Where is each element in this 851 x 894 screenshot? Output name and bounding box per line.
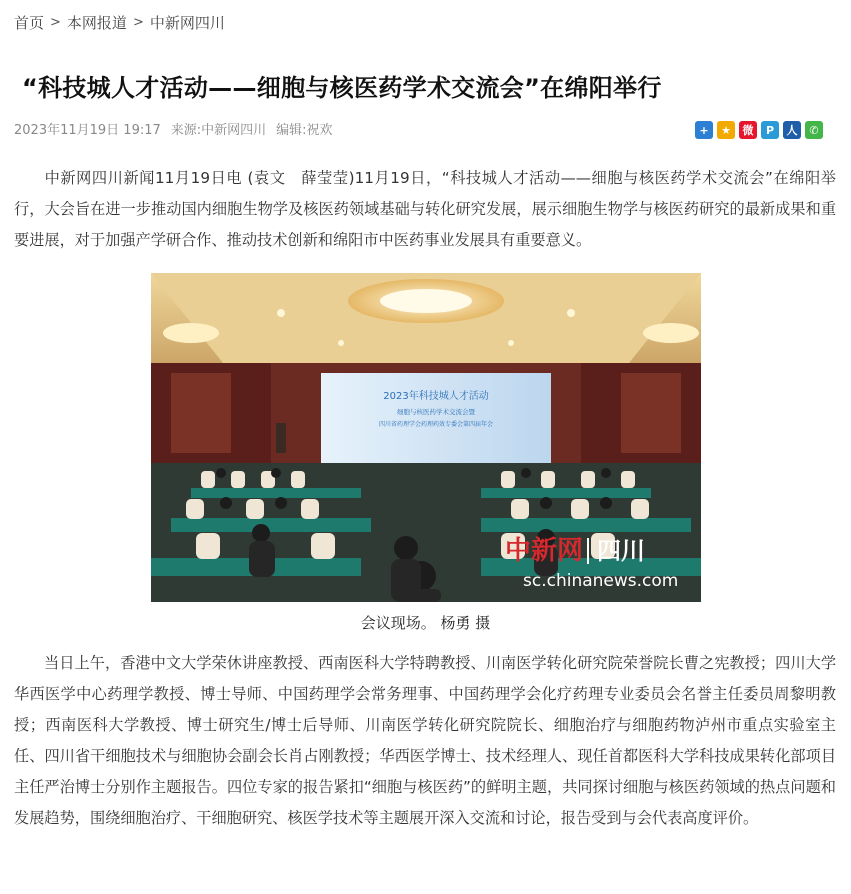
- article-editor: 编辑:祝欢: [276, 123, 333, 138]
- share-more-icon[interactable]: +: [695, 121, 713, 139]
- article-photo: [151, 273, 701, 602]
- article-title: “科技城人才活动——细胞与核医药学术交流会”在绵阳举行: [22, 74, 662, 102]
- svg-text:四川省药理学会药理药效专委会第四届年会: 四川省药理学会药理药效专委会第四届年会: [378, 421, 494, 428]
- breadcrumb-separator: >: [50, 15, 61, 30]
- wechat-icon[interactable]: ✆: [805, 121, 823, 139]
- breadcrumb-home-link[interactable]: 首页: [14, 14, 45, 32]
- breadcrumb-section-link[interactable]: 本网报道: [66, 14, 127, 32]
- article-paragraph-2: 当日上午，香港中文大学荣休讲座教授、西南医科大学特聘教授、川南医学转化研究院荣誉院长曹之宪教授；四川大学华西医学中心药理学教授、博士导师、中国药理学会常务理事、中国药理学会化疗药理专业委员会名誉主任委员周黎明教授；西南医科大学教授、博士研究生/博士后导师、川南医学转化研究院院长、细胞治疗与细胞药物泸州市重点实验室主任、四川省干细胞技术与细胞协会副会长肖占刚教授；华西医学博士、技术经理人、现任首都医科大学科技成果转化部项目主任严治博士分别作主题报告。四位专家的报告紧扣“细胞与核医药”的鲜明主题，共同探讨细胞与核医药领域的热点问题和发展趋势，围绕细胞治疗、干细胞研究、核医学技术等主题展开深入交流和讨论，报告受到与会代表高度评价。: [14, 654, 836, 827]
- tencent-weibo-icon[interactable]: P: [761, 121, 779, 139]
- svg-text:sc.chinanews.com: sc.chinanews.com: [523, 571, 679, 591]
- svg-text:中新网: 中新网: [505, 536, 584, 566]
- breadcrumb-channel-link[interactable]: 中新网四川: [149, 14, 225, 32]
- svg-text:细胞与核医药学术交流会暨: 细胞与核医药学术交流会暨: [397, 408, 475, 416]
- svg-text:2023年科技城人才活动: 2023年科技城人才活动: [383, 391, 489, 402]
- photo-caption: 会议现场。 杨勇 摄: [360, 614, 491, 632]
- breadcrumb-separator: >: [132, 15, 144, 30]
- publish-datetime: 2023年11月19日 19:17: [14, 123, 161, 138]
- breadcrumb: [14, 12, 225, 33]
- svg-text:四川: 四川: [597, 537, 645, 565]
- article-source: 来源:中新网四川: [170, 123, 267, 138]
- qzone-icon[interactable]: ★: [717, 121, 735, 139]
- share-bar: [695, 121, 823, 139]
- weibo-icon[interactable]: 微: [739, 121, 757, 139]
- article-meta: [14, 119, 333, 138]
- article-paragraph-1: 中新网四川新闻11月19日电 (袁文 薛莹莹)11月19日，“科技城人才活动——细胞与核医药学术交流会”在绵阳举行，大会旨在进一步推动国内细胞生物学及核医药领域基础与转化研究发展，展示细胞生物学与核医药研究的最新成果和重要进展，对于加强产学研合作、推动技术创新和绵阳市中医药事业发展具有重要意义。: [14, 169, 836, 249]
- renren-icon[interactable]: 人: [783, 121, 801, 139]
